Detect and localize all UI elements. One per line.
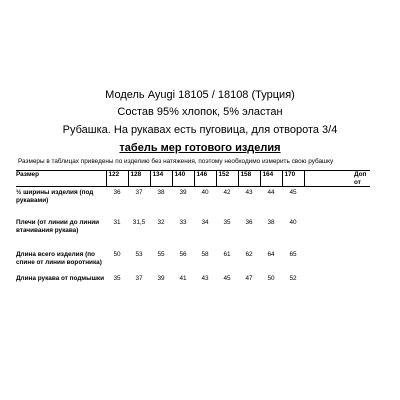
spacer-cell: [304, 171, 354, 187]
table-cell: 40: [201, 189, 209, 196]
description-line: Рубашка. На рукавах есть пуговица, для отворота 3/4: [62, 124, 338, 136]
table-cell: 36: [245, 219, 253, 226]
table-cell: 42: [223, 189, 231, 196]
table-cell: 61: [223, 251, 231, 258]
size-col-header: 164: [260, 171, 282, 187]
size-col-header: 146: [194, 171, 216, 187]
table-cell: 33: [179, 219, 187, 226]
table-title: табель мер готового изделия: [119, 142, 281, 154]
size-col-header: 170: [282, 171, 304, 187]
table-cell: 31,5: [132, 219, 146, 226]
extra-header-line-1: Доп: [354, 171, 367, 178]
table-cell: 36: [113, 189, 121, 196]
size-label: Размер: [16, 171, 40, 178]
table-cell: 37: [135, 189, 143, 196]
table-cell: 56: [179, 251, 187, 258]
table-cell: 38: [157, 189, 165, 196]
table-cell: 50: [113, 251, 121, 258]
spacer-cell: [304, 187, 354, 218]
table-cell: 41: [179, 275, 187, 282]
size-header-row: [16, 171, 370, 187]
size-col-header: 122: [106, 171, 128, 187]
table-cell: 47: [245, 275, 253, 282]
size-col-header: 152: [216, 171, 238, 187]
table-cell: 38: [267, 219, 275, 226]
row-label: Длина рукава от подмышки: [16, 275, 105, 282]
spacer-cell: [304, 249, 354, 273]
table-row: [16, 187, 370, 218]
table-cell: 62: [245, 251, 253, 258]
table-cell: 53: [135, 251, 143, 258]
row-label: Плечи (от линии до линии втачивания рукава): [16, 219, 100, 234]
table-cell: 43: [201, 275, 209, 282]
table-cell: 45: [223, 275, 231, 282]
table-cell: 64: [267, 251, 275, 258]
table-cell: 39: [157, 275, 165, 282]
table-cell: 45: [289, 189, 297, 196]
table-cell: 44: [267, 189, 275, 196]
measurement-note: Размеры в таблицах приведены по изделию без натяжения, поэтому необходимо измерить свою рубашку: [18, 158, 334, 165]
table-cell: 50: [267, 275, 275, 282]
table-cell: 39: [179, 189, 187, 196]
table-row: [16, 273, 370, 293]
extra-header: [354, 171, 370, 187]
size-table: [16, 170, 370, 293]
table-cell: 43: [245, 189, 253, 196]
row-label: ½ ширины изделия (под рукавами): [16, 189, 94, 204]
size-col-header: 158: [238, 171, 260, 187]
table-cell: 32: [157, 219, 165, 226]
table-cell: 31: [113, 219, 121, 226]
table-cell: 34: [201, 219, 209, 226]
spacer-cell: [354, 187, 370, 218]
table-row: [16, 249, 370, 273]
spacer-cell: [354, 249, 370, 273]
spacer-cell: [304, 273, 354, 293]
spacer-cell: [304, 217, 354, 249]
table-row: [16, 217, 370, 249]
table-cell: 52: [289, 275, 297, 282]
size-col-header: 140: [172, 171, 194, 187]
size-col-header: 128: [128, 171, 150, 187]
extra-header-line-2: от: [354, 178, 361, 186]
table-cell: 35: [113, 275, 121, 282]
model-line: Модель Ayugi 18105 / 18108 (Турция): [105, 89, 295, 101]
table-cell: 37: [135, 275, 143, 282]
table-cell: 65: [289, 251, 297, 258]
row-label: Длина всего изделия (по спине от линии воротника): [16, 251, 102, 266]
table-cell: 55: [157, 251, 165, 258]
table-cell: 40: [289, 219, 297, 226]
table-cell: 35: [223, 219, 231, 226]
table-cell: 58: [201, 251, 209, 258]
spacer-cell: [354, 273, 370, 293]
size-col-header: 134: [150, 171, 172, 187]
composition-line: Состав 95% хлопок, 5% эластан: [117, 106, 283, 118]
spacer-cell: [354, 217, 370, 249]
